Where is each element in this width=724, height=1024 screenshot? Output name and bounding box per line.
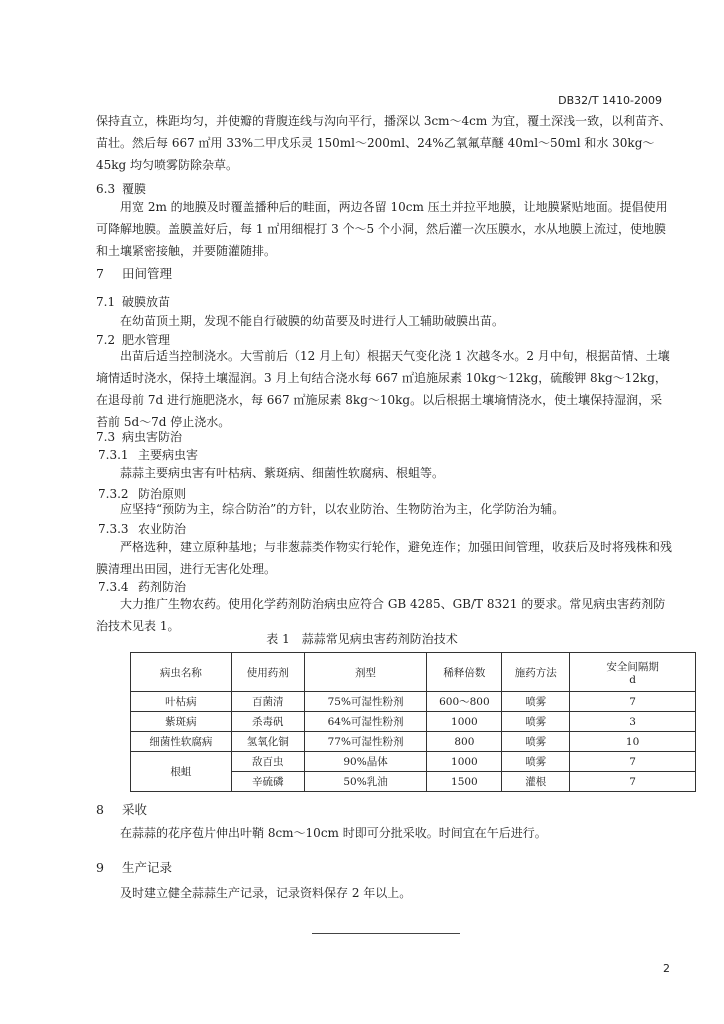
table-row [131, 712, 696, 732]
pest-control-table [130, 652, 696, 792]
table-cell: 敌百虫 [231, 752, 304, 772]
chemical-control-paragraph: 大力推广生物农药。使用化学药剂防治病虫应符合 GB 4285、GB/T 8321 的要求。常见病虫害药剂防治技术见表 1。 [96, 597, 666, 633]
table-cell: 7 [570, 752, 696, 772]
table-cell: 64%可湿性粉剂 [304, 712, 427, 732]
heading-9 [96, 858, 172, 876]
heading-number: 7.1 [96, 295, 116, 309]
header-interval-label: 安全间隔期 [606, 660, 659, 673]
table-cell: 90%晶体 [304, 752, 427, 772]
heading-number: 7.3.4 [98, 580, 129, 594]
heading-number: 7 [96, 266, 104, 281]
table-cell: 77%可湿性粉剂 [304, 732, 427, 752]
heading-title: 田间管理 [122, 266, 173, 281]
page-number: 2 [663, 962, 670, 975]
heading-title: 病虫害防治 [122, 430, 183, 444]
heading-number: 7.3.1 [98, 448, 129, 462]
table-cell: 紫斑病 [131, 712, 232, 732]
agricultural-control-paragraph: 严格选种，建立原种基地；与非葱蒜类作物实行轮作，避免连作；加强田间管理，收获后及时将残株和残膜清理出田园，进行无害化处理。 [96, 540, 673, 576]
header-cell [570, 653, 696, 692]
table-cell-merged: 根蛆 [131, 752, 232, 792]
table-header-row [131, 653, 696, 692]
heading-6-3 [96, 180, 146, 197]
table-cell: 喷雾 [502, 712, 570, 732]
table-cell: 7 [570, 692, 696, 712]
heading-7 [96, 264, 172, 282]
heading-8 [96, 800, 147, 818]
table-cell: 1000 [427, 752, 502, 772]
main-pests-paragraph: 蒜蒜主要病虫害有叶枯病、紫斑病、细菌性软腐病、根蛆等。 [120, 466, 445, 480]
table-cell: 氢氧化铜 [231, 732, 304, 752]
table-cell: 75%可湿性粉剂 [304, 692, 427, 712]
heading-title: 生产记录 [122, 860, 173, 875]
heading-7-3-3 [98, 520, 186, 537]
header-interval-unit: d [629, 673, 636, 686]
table-cell: 50%乳油 [304, 772, 427, 792]
header-cell: 剂型 [304, 653, 427, 692]
heading-number: 7.2 [96, 333, 116, 347]
standard-code: DB32/T 1410-2009 [558, 94, 662, 107]
table-cell: 喷雾 [502, 732, 570, 752]
table-row [131, 752, 696, 772]
end-divider [312, 933, 460, 934]
heading-title: 采收 [122, 802, 148, 817]
heading-number: 9 [96, 860, 104, 875]
table-cell: 10 [570, 732, 696, 752]
table-cell: 叶枯病 [131, 692, 232, 712]
heading-7-3 [96, 428, 182, 445]
heading-title: 主要病虫害 [138, 448, 199, 462]
header-cell: 使用药剂 [231, 653, 304, 692]
header-cell: 施药方法 [502, 653, 570, 692]
sowing-paragraph: 保持直立，株距均匀，并使瓣的背腹连线与沟向平行，播深以 3cm～4cm 为宜，覆土深浅一致，以利苗齐、苗壮。然后每 667 ㎡用 33%二甲戊乐灵 150ml～200ml、24%乙氧氟草醚 40ml～50ml 和水 30kg～45kg 均匀喷雾防除杂草。 [96, 114, 672, 172]
mulching-paragraph: 用宽 2m 的地膜及时覆盖播种后的畦面，两边各留 10cm 压土并拉平地膜，让地膜紧贴地面。提倡使用可降解地膜。盖膜盖好后，每 1 ㎡用细棍打 3 个～5 个小洞，然后灌一次压膜水，水从地膜上流过，使地膜和土壤紧密接触，并要随灌随排。 [96, 200, 668, 258]
table-cell: 百菌清 [231, 692, 304, 712]
records-paragraph: 及时建立健全蒜蒜生产记录，记录资料保存 2 年以上。 [120, 886, 412, 900]
table-cell: 7 [570, 772, 696, 792]
heading-title: 覆膜 [122, 182, 147, 196]
table-cell: 杀毒矾 [231, 712, 304, 732]
fertilizer-water-paragraph: 出苗后适当控制浇水。大雪前后（12 月上旬）根据天气变化浇 1 次越冬水。2 月中旬，根据苗情、土壤墒情适时浇水，保持土壤湿润。3 月上旬结合浇水每 667 ㎡追施尿素 10kg～12kg，硫酸钾 8kg～12kg，在退母前 7d 进行施肥浇水，每 667 ㎡施尿素 8kg～10kg。以后根据土壤墒情浇水，使土壤保持湿润，采苔前 5d～7d 停止浇水。 [96, 349, 670, 429]
table-cell: 喷雾 [502, 752, 570, 772]
heading-title: 肥水管理 [122, 333, 171, 347]
header-cell: 稀释倍数 [427, 653, 502, 692]
heading-7-1 [96, 293, 170, 310]
table-row [131, 692, 696, 712]
heading-title: 防治原则 [138, 487, 187, 501]
table-cell: 灌根 [502, 772, 570, 792]
table-row [131, 732, 696, 752]
heading-number: 7.3 [96, 430, 116, 444]
heading-number: 7.3.2 [98, 487, 129, 501]
table-cell: 辛硫磷 [231, 772, 304, 792]
heading-7-3-1 [98, 446, 198, 463]
table-cell: 600～800 [427, 692, 502, 712]
harvest-paragraph: 在蒜蒜的花序苞片伸出叶鞘 8cm～10cm 时即可分批采收。时间宜在午后进行。 [120, 826, 547, 840]
heading-number: 8 [96, 802, 104, 817]
heading-title: 破膜放苗 [122, 295, 171, 309]
control-principle-paragraph: 应坚持“预防为主，综合防治”的方针，以农业防治、生物防治为主，化学防治为辅。 [120, 502, 565, 516]
table-cell: 喷雾 [502, 692, 570, 712]
heading-number: 7.3.3 [98, 522, 129, 536]
table-cell: 细菌性软腐病 [131, 732, 232, 752]
table-cell: 800 [427, 732, 502, 752]
table-caption: 表 1 蒜蒜常见病虫害药剂防治技术 [266, 632, 458, 646]
heading-title: 药剂防治 [138, 580, 187, 594]
heading-title: 农业防治 [138, 522, 187, 536]
table-cell: 1500 [427, 772, 502, 792]
table-cell: 3 [570, 712, 696, 732]
film-breaking-paragraph: 在幼苗顶土期，发现不能自行破膜的幼苗要及时进行人工辅助破膜出苗。 [120, 314, 505, 328]
table-cell: 1000 [427, 712, 502, 732]
header-cell: 病虫名称 [131, 653, 232, 692]
heading-number: 6.3 [96, 182, 116, 196]
